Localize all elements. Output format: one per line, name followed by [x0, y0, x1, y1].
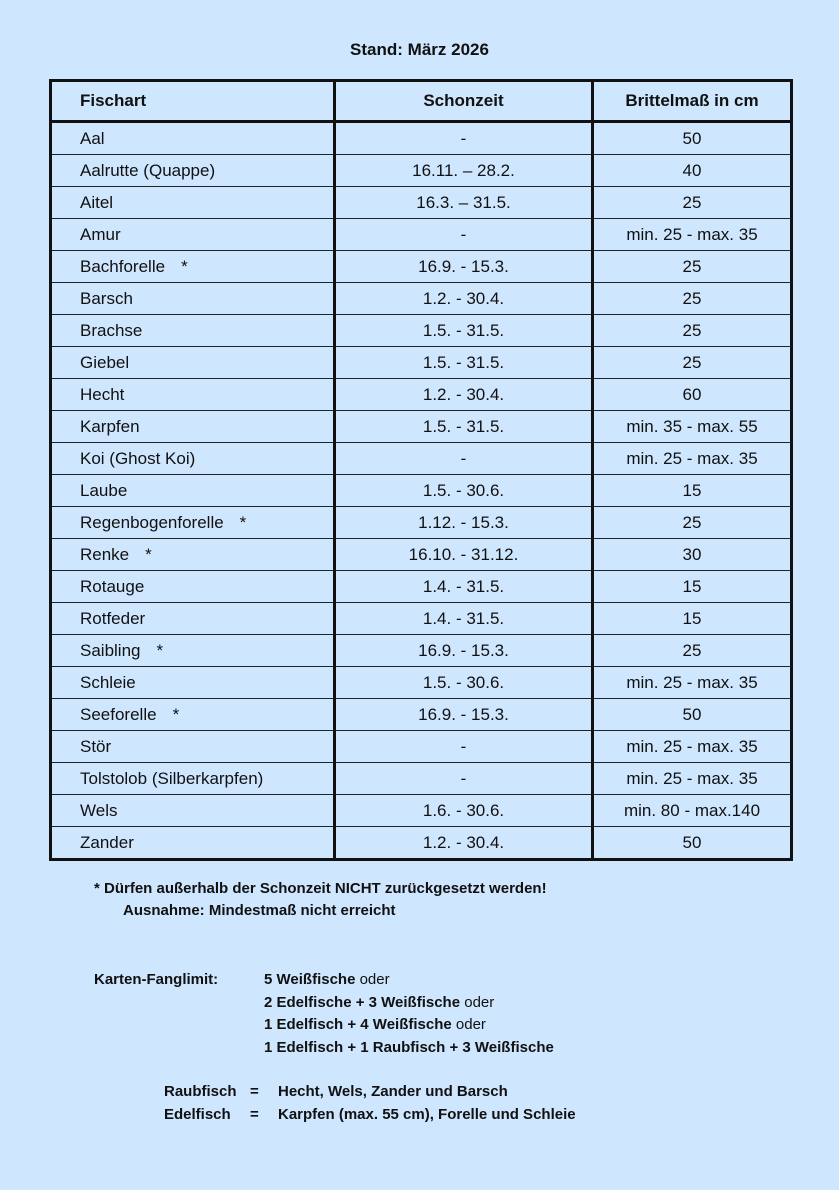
- table-row: [51, 283, 792, 315]
- table-row: [51, 122, 792, 155]
- fish-name-cell: [51, 187, 335, 219]
- table-row: [51, 667, 792, 699]
- min-size-cell: 25: [593, 283, 792, 315]
- fish-name-cell: [51, 731, 335, 763]
- fish-name: Zander: [80, 832, 134, 852]
- catch-limit-line: [264, 1037, 764, 1060]
- closed-season-cell: 1.5. - 30.6.: [335, 475, 593, 507]
- header-schonzeit: Schonzeit: [335, 81, 593, 122]
- min-size-cell: 50: [593, 122, 792, 155]
- table-row: [51, 475, 792, 507]
- definition-term: Edelfisch: [164, 1105, 231, 1123]
- closed-season-cell: 1.5. - 31.5.: [335, 315, 593, 347]
- closed-season-cell: -: [335, 443, 593, 475]
- min-size-cell: 30: [593, 539, 792, 571]
- fish-name: Hecht: [80, 384, 125, 404]
- fish-table: [49, 79, 793, 861]
- fish-name: Rotfeder: [80, 608, 146, 628]
- min-size-cell: 25: [593, 251, 792, 283]
- limit-rest: oder: [460, 993, 495, 1011]
- closed-season-cell: 1.5. - 31.5.: [335, 347, 593, 379]
- fish-name-cell: [51, 763, 335, 795]
- table-row: [51, 795, 792, 827]
- fish-name-cell: [51, 699, 335, 731]
- closed-season-cell: -: [335, 122, 593, 155]
- min-size-cell: 15: [593, 603, 792, 635]
- min-size-cell: 50: [593, 827, 792, 860]
- catch-limit-line: [264, 992, 764, 1015]
- limit-rest: oder: [451, 1016, 486, 1033]
- fish-name: Laube: [80, 480, 128, 500]
- fish-name-cell: [51, 443, 335, 475]
- fish-name: Schleie: [80, 672, 136, 692]
- table-row: [51, 827, 792, 860]
- page-title: Stand: März 2026: [350, 40, 489, 59]
- table-row: [51, 411, 792, 443]
- header-brittelmass: Brittelmaß in cm: [593, 81, 792, 122]
- min-size-cell: 15: [593, 571, 792, 603]
- fish-name-cell: [51, 539, 335, 571]
- fish-name: Stör: [80, 736, 112, 756]
- min-size-cell: min. 80 - max.140: [593, 795, 792, 827]
- fish-name-cell: [51, 122, 335, 155]
- min-size-cell: min. 25 - max. 35: [593, 763, 792, 795]
- closed-season-cell: 1.5. - 31.5.: [335, 411, 593, 443]
- fish-name: Regenbogenforelle: [80, 512, 224, 532]
- closed-season-cell: 1.5. - 30.6.: [335, 667, 593, 699]
- header-fischart: Fischart: [51, 81, 335, 122]
- fish-name-cell: [51, 155, 335, 187]
- fish-name-cell: [51, 411, 335, 443]
- definition-value: Karpfen (max. 55 cm), Forelle und Schleie: [278, 1105, 576, 1123]
- table-row: [51, 507, 792, 539]
- fish-name: Wels: [80, 800, 118, 820]
- fish-name: Brachse: [80, 320, 143, 340]
- table-header-row: [51, 81, 792, 122]
- fish-name-cell: [51, 283, 335, 315]
- limit-bold: 5 Weißfische: [264, 971, 356, 988]
- table-row: [51, 187, 792, 219]
- fish-name: Barsch: [80, 288, 133, 308]
- fish-name-cell: [51, 315, 335, 347]
- closed-season-cell: 16.9. - 15.3.: [335, 699, 593, 731]
- closed-season-cell: 16.10. - 31.12.: [335, 539, 593, 571]
- min-size-cell: 60: [593, 379, 792, 411]
- limit-bold: 2 Edelfische + 3 Weißfische: [264, 993, 461, 1011]
- fish-name-cell: [51, 603, 335, 635]
- fish-name-cell: [51, 635, 335, 667]
- closed-season-cell: 1.2. - 30.4.: [335, 283, 593, 315]
- table-row: [51, 379, 792, 411]
- fish-name-cell: [51, 507, 335, 539]
- footnote-line-1: * Dürfen außerhalb der Schonzeit NICHT zurückgesetzt werden!: [94, 880, 547, 897]
- definition-raubfisch: [164, 1081, 576, 1104]
- min-size-cell: 25: [593, 347, 792, 379]
- table-row: [51, 155, 792, 187]
- min-size-cell: 25: [593, 187, 792, 219]
- table-row: [51, 539, 792, 571]
- fish-name-cell: [51, 219, 335, 251]
- table-row: [51, 635, 792, 667]
- footnote-marker: *: [172, 704, 180, 724]
- fish-name: Tolstolob (Silberkarpfen): [80, 768, 264, 788]
- table-row: [51, 603, 792, 635]
- definition-value: Hecht, Wels, Zander und Barsch: [278, 1083, 508, 1100]
- min-size-cell: min. 25 - max. 35: [593, 667, 792, 699]
- definition-edelfisch: [164, 1104, 576, 1127]
- table-row: [51, 251, 792, 283]
- footnote-marker: *: [239, 512, 247, 532]
- closed-season-cell: -: [335, 219, 593, 251]
- fish-name: Karpfen: [80, 416, 140, 436]
- fish-name: Aalrutte (Quappe): [80, 160, 216, 180]
- table-row: [51, 315, 792, 347]
- table-row: [51, 347, 792, 379]
- fish-name: Giebel: [80, 352, 130, 372]
- fish-name: Amur: [80, 224, 121, 244]
- fish-name-cell: [51, 251, 335, 283]
- min-size-cell: 50: [593, 699, 792, 731]
- closed-season-cell: -: [335, 731, 593, 763]
- min-size-cell: 25: [593, 507, 792, 539]
- limit-bold: 1 Edelfisch + 4 Weißfische: [264, 1016, 452, 1033]
- fish-table-body: [51, 122, 792, 860]
- closed-season-cell: 1.2. - 30.4.: [335, 827, 593, 860]
- min-size-cell: min. 25 - max. 35: [593, 219, 792, 251]
- footnote: [94, 878, 547, 922]
- min-size-cell: min. 35 - max. 55: [593, 411, 792, 443]
- fish-name: Renke: [80, 544, 130, 564]
- table-row: [51, 731, 792, 763]
- footnote-marker: *: [145, 544, 152, 564]
- fish-name-cell: [51, 347, 335, 379]
- min-size-cell: 40: [593, 155, 792, 187]
- min-size-cell: 25: [593, 635, 792, 667]
- fish-name: Saibling: [80, 640, 141, 660]
- closed-season-cell: 16.9. - 15.3.: [335, 635, 593, 667]
- footnote-line-2: Ausnahme: Mindestmaß nicht erreicht: [123, 902, 396, 919]
- definition-equals: =: [250, 1105, 259, 1123]
- definition-term: Raubfisch: [164, 1083, 237, 1100]
- table-row: [51, 763, 792, 795]
- min-size-cell: min. 25 - max. 35: [593, 731, 792, 763]
- closed-season-cell: 16.9. - 15.3.: [335, 251, 593, 283]
- limit-rest: oder: [355, 971, 390, 988]
- fish-name-cell: [51, 475, 335, 507]
- definition-equals: =: [250, 1083, 259, 1100]
- closed-season-cell: 16.11. – 28.2.: [335, 155, 593, 187]
- fish-name-cell: [51, 379, 335, 411]
- catch-limit-line: [264, 1014, 764, 1037]
- catch-limit-label: Karten-Fanglimit:: [94, 971, 219, 988]
- closed-season-cell: 1.6. - 30.6.: [335, 795, 593, 827]
- catch-limit-line: [264, 969, 764, 992]
- table-row: [51, 571, 792, 603]
- fish-name: Bachforelle: [80, 256, 166, 276]
- closed-season-cell: 1.4. - 31.5.: [335, 603, 593, 635]
- table-row: [51, 699, 792, 731]
- fish-name: Aitel: [80, 192, 114, 212]
- min-size-cell: min. 25 - max. 35: [593, 443, 792, 475]
- fish-name: Seeforelle: [80, 704, 157, 724]
- closed-season-cell: 1.4. - 31.5.: [335, 571, 593, 603]
- closed-season-cell: 1.2. - 30.4.: [335, 379, 593, 411]
- catch-limit-lines: [264, 969, 764, 1059]
- footnote-marker: *: [181, 256, 188, 276]
- fish-name: Rotauge: [80, 576, 145, 596]
- fish-name-cell: [51, 827, 335, 860]
- footnote-marker: *: [156, 640, 164, 660]
- closed-season-cell: 16.3. – 31.5.: [335, 187, 593, 219]
- closed-season-cell: -: [335, 763, 593, 795]
- fish-name-cell: [51, 667, 335, 699]
- fish-name: Koi (Ghost Koi): [80, 448, 196, 468]
- table-row: [51, 219, 792, 251]
- min-size-cell: 25: [593, 315, 792, 347]
- closed-season-cell: 1.12. - 15.3.: [335, 507, 593, 539]
- limit-bold: 1 Edelfisch + 1 Raubfisch + 3 Weißfische: [264, 1038, 554, 1056]
- fish-name-cell: [51, 571, 335, 603]
- min-size-cell: 15: [593, 475, 792, 507]
- fish-definitions: [164, 1081, 576, 1126]
- fish-name: Aal: [80, 128, 105, 148]
- table-row: [51, 443, 792, 475]
- fish-name-cell: [51, 795, 335, 827]
